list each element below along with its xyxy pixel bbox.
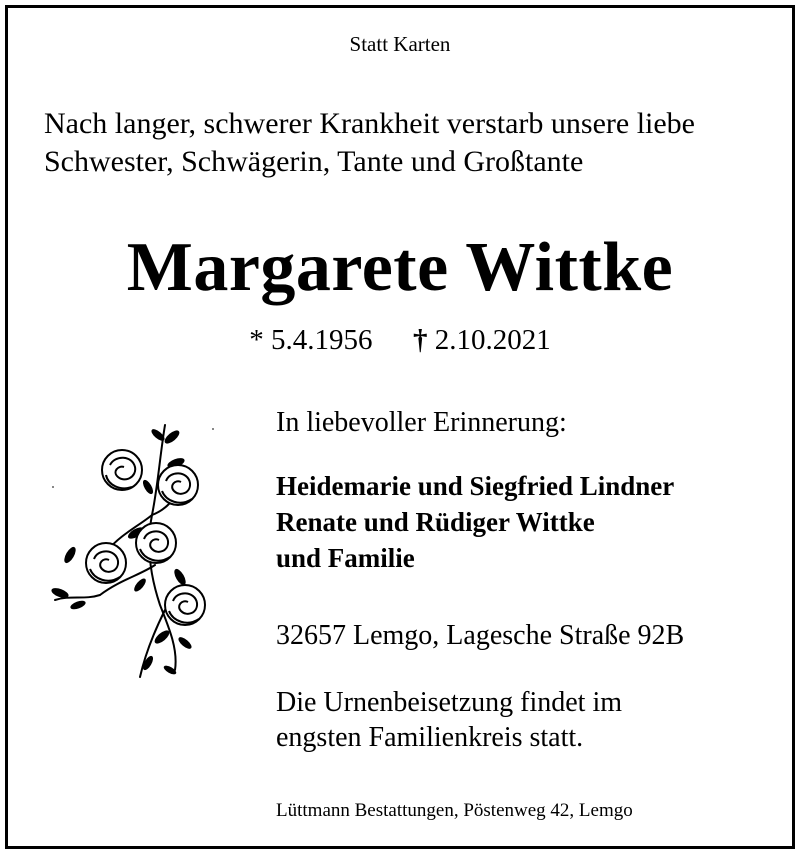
notice-header: Statt Karten	[349, 32, 451, 56]
life-dates	[0, 324, 800, 357]
deceased-name: Margarete Wittke	[126, 229, 674, 306]
intro-text	[44, 105, 764, 181]
birth-symbol: *	[249, 324, 264, 356]
print-speck	[212, 428, 214, 430]
burial-info	[276, 685, 622, 755]
death-date: 2.10.2021	[434, 324, 551, 356]
mourners-list	[276, 468, 674, 576]
rose-branch-icon	[40, 415, 230, 685]
birth-date: 5.4.1956	[271, 324, 373, 356]
mourner-name: Renate und Rüdiger Wittke	[276, 507, 595, 537]
burial-line: Die Urnenbeisetzung findet im	[276, 687, 623, 718]
print-speck	[52, 486, 54, 488]
mourner-name: Heidemarie und Siegfried Lindner	[276, 471, 675, 501]
burial-line: engsten Familienkreis statt.	[276, 722, 584, 753]
cross-icon: †	[413, 324, 428, 356]
memory-line: In liebevoller Erinnerung:	[276, 407, 567, 438]
intro-line: Schwester, Schwägerin, Tante und Großtante	[44, 145, 584, 178]
undertaker-info: Lüttmann Bestattungen, Pöstenweg 42, Lemgo	[276, 800, 633, 821]
intro-line: Nach langer, schwerer Krankheit verstarb unsere liebe	[44, 107, 695, 140]
address: 32657 Lemgo, Lagesche Straße 92B	[276, 620, 685, 651]
mourner-name: und Familie	[276, 543, 415, 573]
